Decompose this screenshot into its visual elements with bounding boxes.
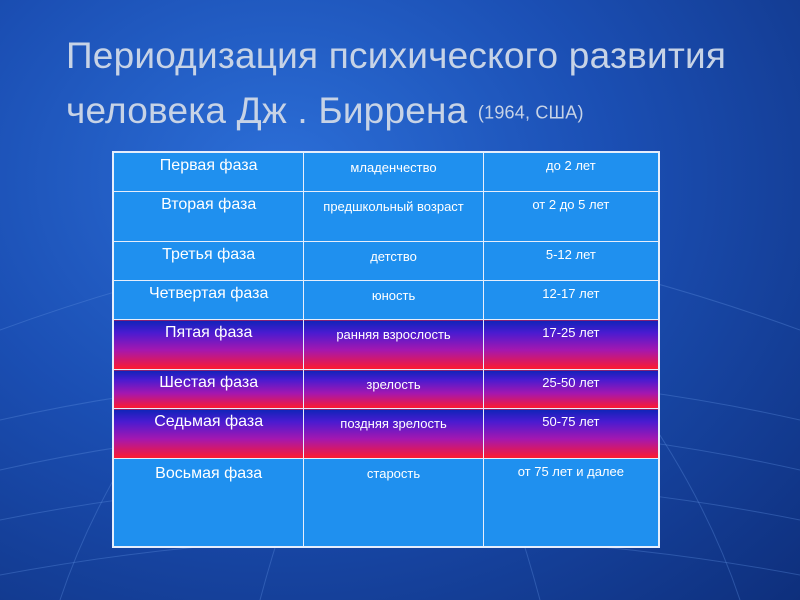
age-cell: 12-17 лет bbox=[483, 281, 659, 320]
phase-cell: Седьмая фаза bbox=[113, 409, 304, 459]
phase-cell: Шестая фаза bbox=[113, 370, 304, 409]
title-year: (1964, США) bbox=[477, 102, 584, 123]
phase-cell: Восьмая фаза bbox=[113, 459, 304, 548]
table-row bbox=[113, 459, 659, 548]
title-line-2 bbox=[66, 83, 786, 141]
stage-cell: зрелость bbox=[304, 370, 483, 409]
table-row bbox=[113, 152, 659, 192]
table-row bbox=[113, 192, 659, 242]
age-cell: 50-75 лет bbox=[483, 409, 659, 459]
stage-cell: детство bbox=[304, 242, 483, 281]
age-cell: от 2 до 5 лет bbox=[483, 192, 659, 242]
stage-cell: поздняя зрелость bbox=[304, 409, 483, 459]
age-cell: 25-50 лет bbox=[483, 370, 659, 409]
age-cell: 5-12 лет bbox=[483, 242, 659, 281]
title-line-1: Периодизация психического развития bbox=[66, 35, 727, 76]
stage-cell: юность bbox=[304, 281, 483, 320]
table-row bbox=[113, 242, 659, 281]
age-cell: 17-25 лет bbox=[483, 320, 659, 370]
age-cell: до 2 лет bbox=[483, 152, 659, 192]
title-author: человека Дж . Биррена bbox=[66, 90, 468, 131]
phases-table bbox=[112, 151, 660, 548]
table-row bbox=[113, 370, 659, 409]
stage-cell: предшкольный возраст bbox=[304, 192, 483, 242]
stage-cell: старость bbox=[304, 459, 483, 548]
stage-cell: ранняя взрослость bbox=[304, 320, 483, 370]
phase-cell: Вторая фаза bbox=[113, 192, 304, 242]
table-row bbox=[113, 281, 659, 320]
phase-cell: Пятая фаза bbox=[113, 320, 304, 370]
phase-cell: Первая фаза bbox=[113, 152, 304, 192]
table-row bbox=[113, 320, 659, 370]
stage-cell: младенчество bbox=[304, 152, 483, 192]
slide-title bbox=[66, 28, 786, 141]
table-row bbox=[113, 409, 659, 459]
phase-cell: Третья фаза bbox=[113, 242, 304, 281]
age-cell: от 75 лет и далее bbox=[483, 459, 659, 548]
phase-cell: Четвертая фаза bbox=[113, 281, 304, 320]
